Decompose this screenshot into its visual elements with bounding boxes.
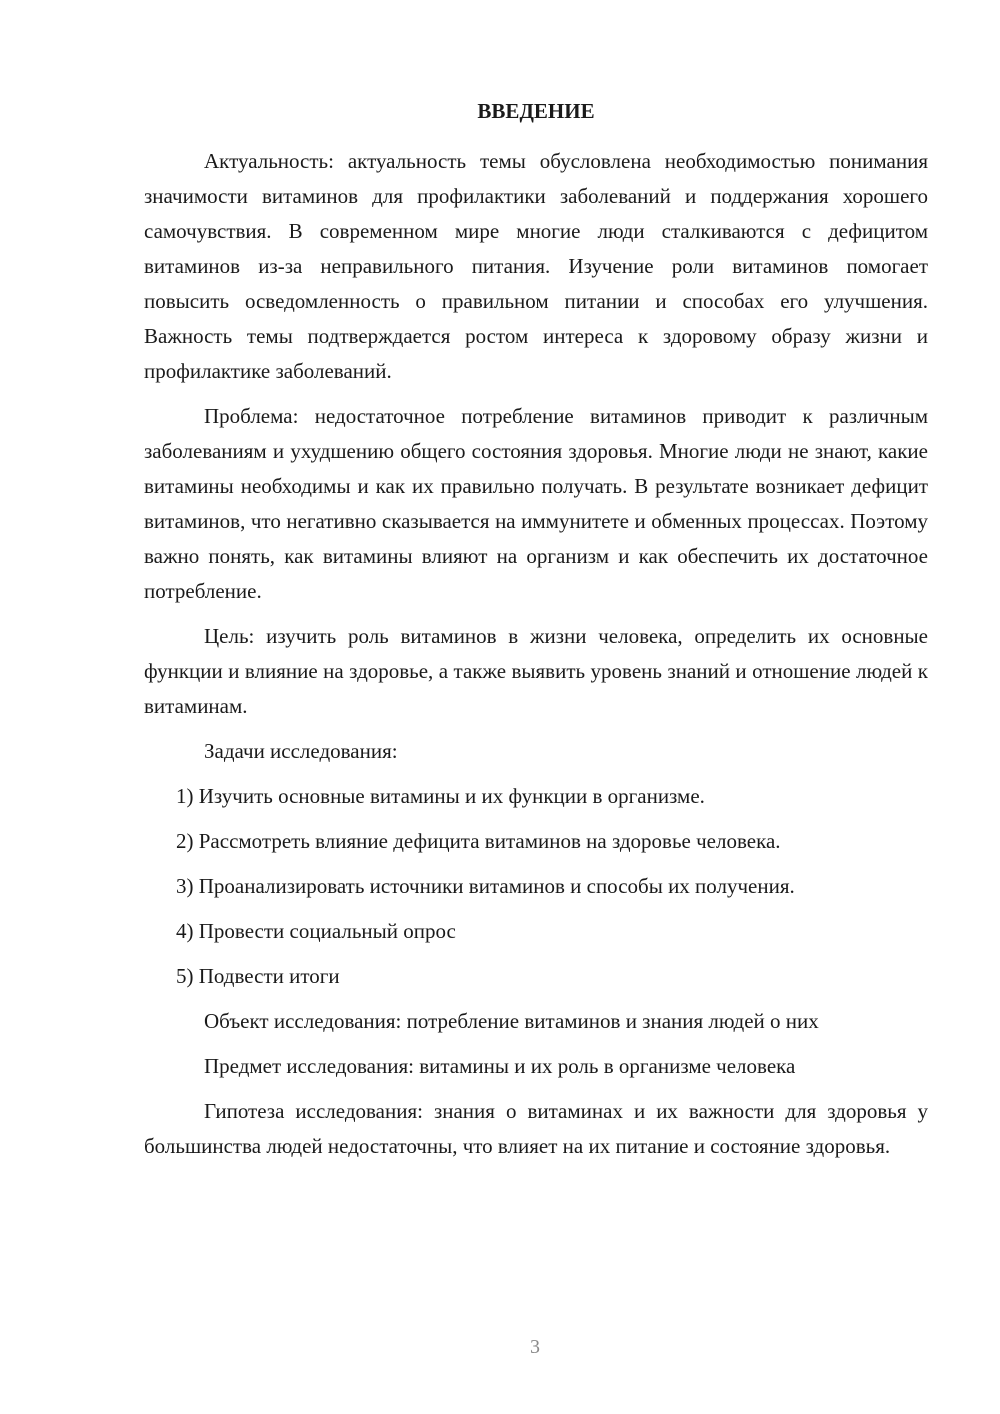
task-item-5: 5) Подвести итоги [176, 964, 340, 988]
tasks-list [144, 779, 928, 994]
task-item-4: 4) Провести социальный опрос [176, 919, 456, 943]
research-subject: Предмет исследования: витамины и их роль в организме человека [204, 1054, 796, 1078]
page-number: 3 [530, 1336, 540, 1358]
research-object: Объект исследования: потребление витаминов и знания людей о них [204, 1009, 819, 1033]
task-item-2: 2) Рассмотреть влияние дефицита витаминов на здоровье человека. [176, 829, 781, 853]
task-item-1: 1) Изучить основные витамины и их функции в организме. [176, 784, 705, 808]
document-body [144, 96, 928, 1174]
tasks-heading: Задачи исследования: [204, 739, 398, 763]
goal-paragraph: Цель: изучить роль витаминов в жизни человека, определить их основные функции и влияние на здоровье, а также выявить уровень знаний и отношение людей к витаминам. [144, 624, 928, 718]
relevance-paragraph: Актуальность: актуальность темы обусловлена необходимостью понимания значимости витаминов для профилактики заболеваний и поддержания хорошего самочувствия. В современном мире многие люди сталкиваются с дефицитом витаминов из-за неправильного питания. Изучение роли витаминов помогает повысить осведомленность о правильном питании и способах его улучшения. Важность темы подтверждается ростом интереса к здоровому образу жизни и профилактике заболеваний. [144, 149, 928, 383]
section-heading: ВВЕДЕНИЕ [477, 99, 595, 123]
task-item-3: 3) Проанализировать источники витаминов и способы их получения. [176, 874, 795, 898]
research-hypothesis: Гипотеза исследования: знания о витаминах и их важности для здоровья у большинства людей недостаточны, что влияет на их питание и состояние здоровья. [144, 1099, 928, 1158]
problem-paragraph: Проблема: недостаточное потребление витаминов приводит к различным заболеваниям и ухудшению общего состояния здоровья. Многие люди не знают, какие витамины необходимы и как их правильно получать. В результате возникает дефицит витаминов, что негативно сказывается на иммунитете и обменных процессах. Поэтому важно понять, как витамины влияют на организм и как обеспечить их достаточное потребление. [144, 404, 928, 603]
